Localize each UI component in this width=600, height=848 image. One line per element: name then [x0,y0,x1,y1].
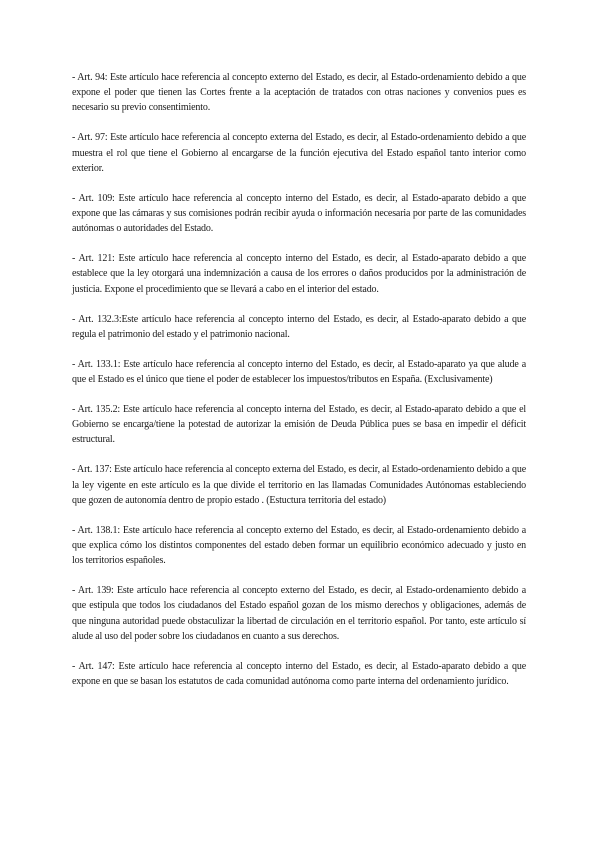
article-138-1-paragraph: - Art. 138.1: Este artículo hace referencia al concepto externo del Estado, es decir, al Estado-ordenamiento debido a que explica cómo los distintos componentes del estado deben formar un equilibrio económico adecuado y justo en los territorios españoles. [72,524,526,567]
article-133-1-paragraph: - Art. 133.1: Este artículo hace referencia al concepto interno del Estado, es decir, al Estado-aparato ya que alude a que el Estado es el único que tiene el poder de establecer los impuestos/tributos en España. (Exclusivamente) [72,358,526,386]
article-121-paragraph: - Art. 121: Este artículo hace referencia al concepto interno del Estado, es decir, al Estado-aparato debido a que establece que la ley otorgará una indemnización a causa de los errores o daños producidos por la administración de justicia. Expone el procedimiento que se llevará a cabo en el interior del estado. [72,253,526,295]
article-97-paragraph: - Art. 97: Este artículo hace referencia al concepto externa del Estado, es decir, al Estado-ordenamiento debido a que muestra el rol que tiene el Gobierno al encargarse de la función ejecutiva del Estado español tanto interior como exterior. [72,132,526,174]
article-147-paragraph: - Art. 147: Este artículo hace referencia al concepto interno del Estado, es decir, al Estado-aparato debido a que expone en que se basan los estatutos de cada comunidad autónoma como parte interna del ordenamiento jurídico. [72,660,526,688]
article-137-paragraph: - Art. 137: Este artículo hace referencia al concepto externa del Estado, es decir, al Estado-ordenamiento debido a que la ley vigente en este artículo es la que divide el territorio en las llamadas Comunidades Autónomas estableciendo que gozen de autonomía dentro de propio estado . (Estuctura territoria del estado) [72,464,526,506]
article-139-paragraph: - Art. 139: Este artículo hace referencia al concepto externo del Estado, es decir, al Estado-ordenamiento debido a que estipula que todos los ciudadanos del Estado español gozan de los mismo derechos y obligaciones, además de que ninguna autoridad puede obstaculizar la libertad de circulación en el territorio español. Por tanto, este artículo sí alude al uso del poder sobre los ciudadanos en cuanto a sus derechos. [72,585,526,642]
article-94-paragraph: - Art. 94: Este artículo hace referencia al concepto externo del Estado, es decir, al Estado-ordenamiento debido a que expone el poder que tienen las Cortes frente a la aceptación de tratados con otras naciones y convenios pues es necesario su previo consentimiento. [72,72,526,114]
document-page [72,70,526,704]
article-109-paragraph: - Art. 109: Este artículo hace referencia al concepto interno del Estado, es decir, al Estado-aparato debido a que expone que las cámaras y sus comisiones podrán recibir ayuda o información necesaria por parte de las comunidades autónomas o autoridades del Estado. [72,192,526,235]
article-135-2-paragraph: - Art. 135.2: Este artículo hace referencia al concepto interna del Estado, es decir, al Estado-aparato debido a que el Gobierno se encarga/tiene la potestad de autorizar la emisión de Deuda Pública pues se basa en impedir el déficit estructural. [72,404,526,446]
article-132-3-paragraph: - Art. 132.3:Este artículo hace referencia al concepto interno del Estado, es decir, al Estado-aparato debido a que regula el patrimonio del estado y el patrimonio nacional. [72,313,526,340]
